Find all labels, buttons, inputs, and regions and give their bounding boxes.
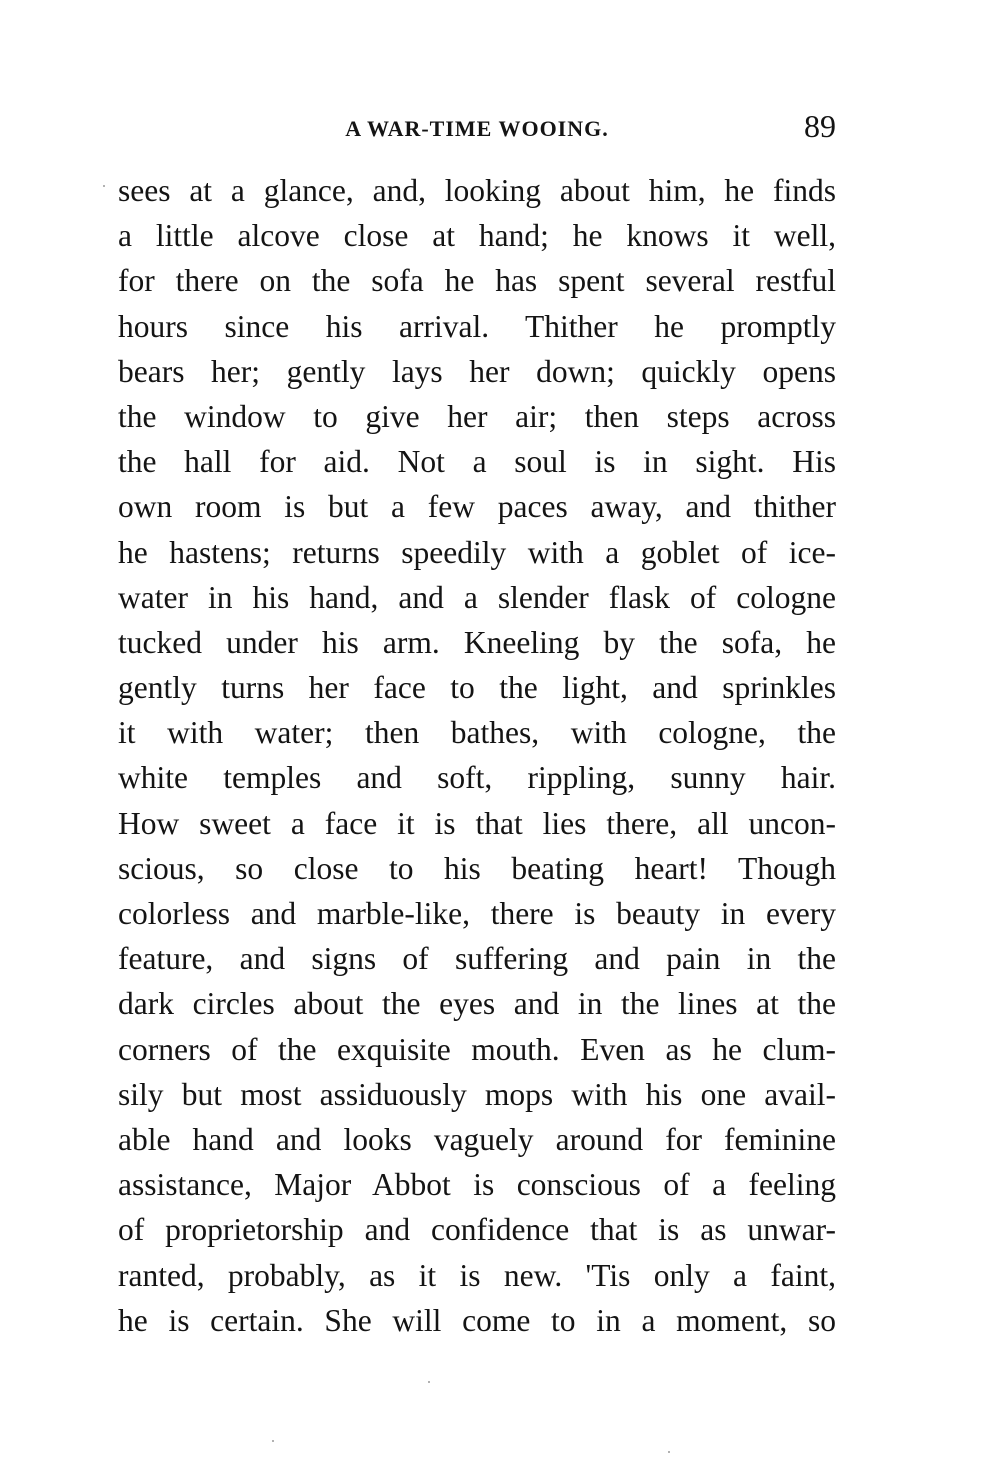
text-line: feature, and signs of suffering and pain in the: [118, 941, 836, 977]
running-title: A WAR-TIME WOOING.: [345, 116, 609, 141]
text-line: sees at a glance, and, looking about him, he finds: [118, 173, 836, 208]
text-line: own room is but a few paces away, and thither: [118, 489, 836, 525]
text-line: he is certain. She will come to in a moment, so: [118, 1302, 836, 1338]
running-head: [118, 104, 836, 148]
scan-speck: [272, 1440, 274, 1442]
text-line: colorless and marble-like, there is beauty in every: [118, 896, 836, 931]
text-line: water in his hand, and a slender flask of cologne: [118, 579, 836, 615]
body-text: [118, 168, 836, 1343]
text-line: he hastens; returns speedily with a goblet of ice-: [118, 534, 836, 570]
scan-speck: [103, 185, 105, 187]
scan-speck: [668, 1451, 670, 1453]
text-line: of proprietorship and confidence that is as unwar-: [118, 1212, 836, 1248]
text-line: a little alcove close at hand; he knows it well,: [118, 218, 836, 254]
text-line: scious, so close to his beating heart! Though: [118, 850, 836, 886]
text-line: it with water; then bathes, with cologne, the: [118, 715, 836, 751]
text-line: for there on the sofa he has spent several restful: [118, 263, 836, 299]
text-line: How sweet a face it is that lies there, all uncon-: [118, 805, 836, 841]
text-line: white temples and soft, rippling, sunny hair.: [118, 760, 836, 796]
text-line: tucked under his arm. Kneeling by the sofa, he: [118, 624, 836, 660]
text-line: gently turns her face to the light, and sprinkles: [118, 670, 836, 706]
text-line: the hall for aid. Not a soul is in sight. His: [118, 444, 836, 480]
scan-speck: [428, 1381, 430, 1383]
page-number: 89: [804, 108, 836, 144]
text-line: sily but most assiduously mops with his one avail-: [118, 1076, 836, 1112]
text-line: hours since his arrival. Thither he promptly: [118, 308, 836, 344]
text-line: ranted, probably, as it is new. 'Tis only a faint,: [118, 1257, 836, 1293]
text-line: corners of the exquisite mouth. Even as he clum-: [118, 1031, 836, 1067]
text-line: assistance, Major Abbot is conscious of a feeling: [118, 1167, 836, 1203]
text-line: dark circles about the eyes and in the lines at the: [118, 986, 836, 1022]
text-line: the window to give her air; then steps across: [118, 398, 836, 434]
text-line: bears her; gently lays her down; quickly opens: [118, 353, 836, 389]
text-line: able hand and looks vaguely around for feminine: [118, 1121, 836, 1157]
